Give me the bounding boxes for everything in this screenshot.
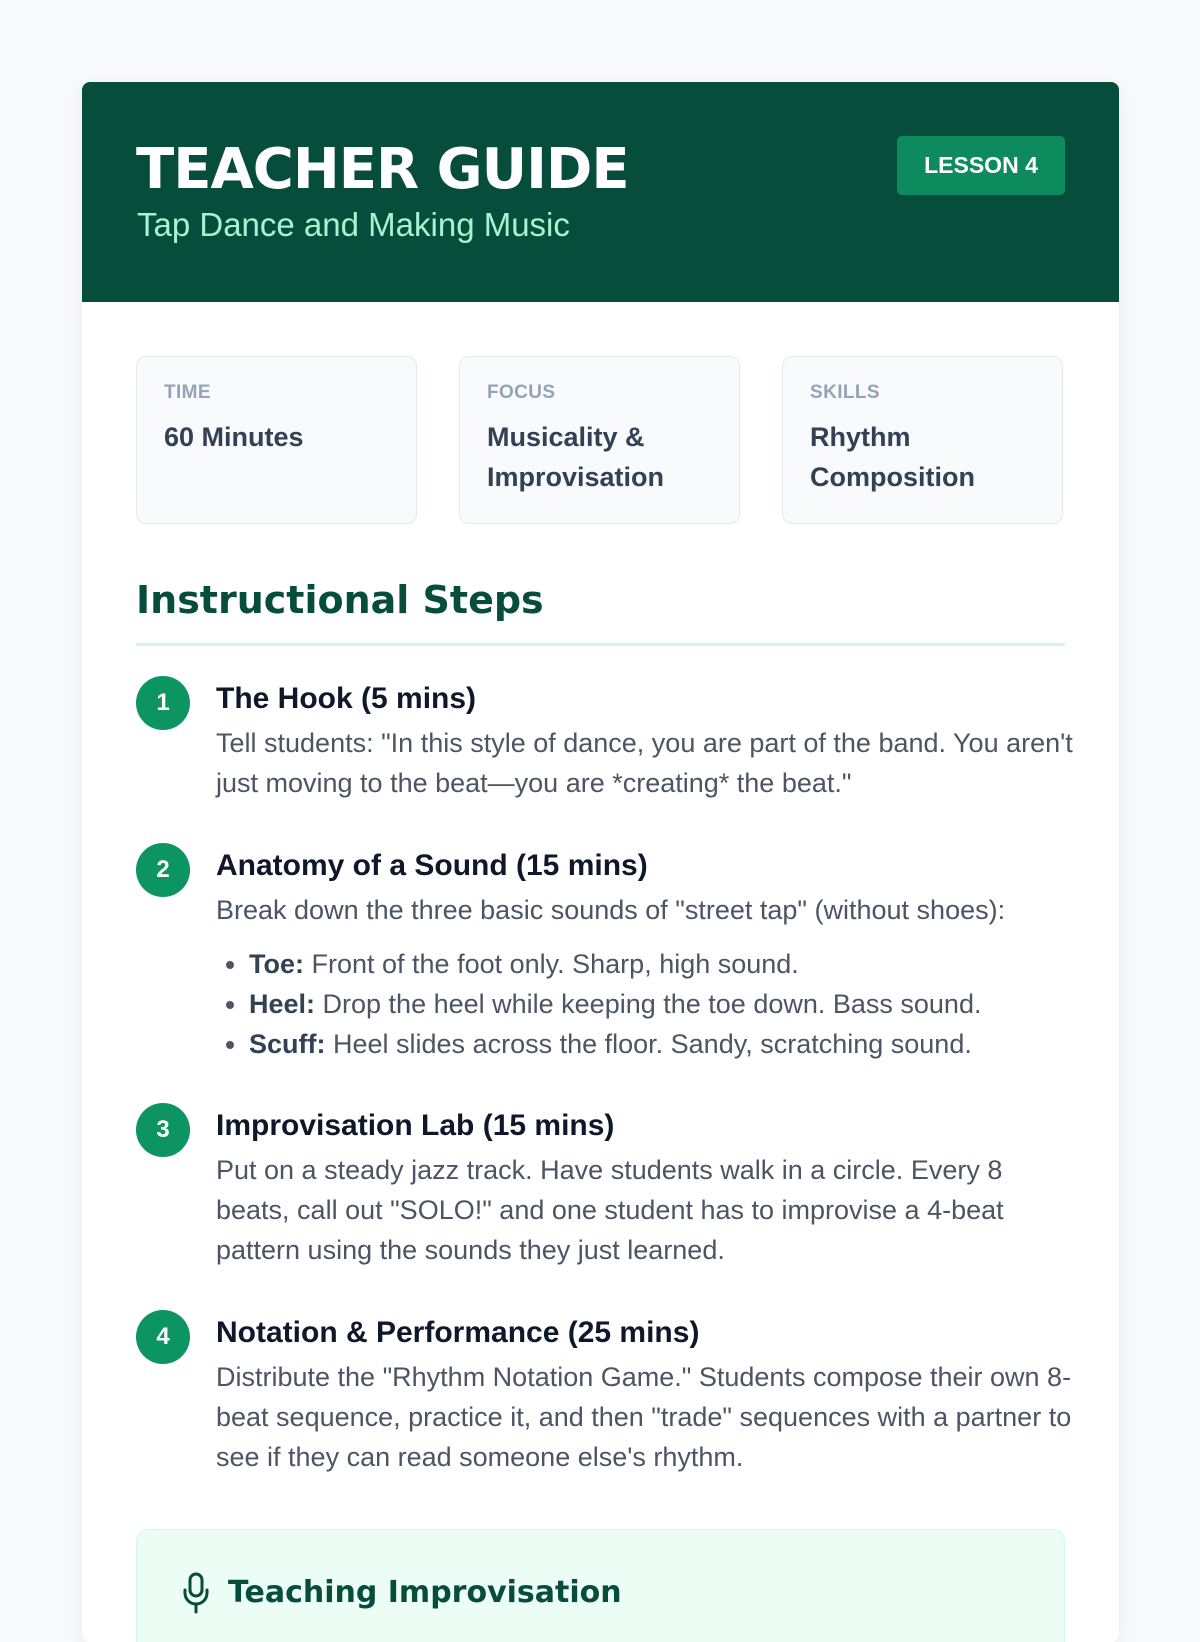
section-title: Instructional Steps: [136, 578, 544, 622]
step-description: Put on a steady jazz track. Have students walk in a circle. Every 8 beats, call out "SOLO!" and one student has to improvise a 4-beat pattern using the sounds they just learned.: [216, 1155, 1004, 1265]
sound-text: Heel slides across the floor. Sandy, scratching sound.: [325, 1029, 972, 1059]
info-label: FOCUS: [487, 382, 556, 403]
info-box-skills: [782, 356, 1063, 524]
step-title: Anatomy of a Sound (15 mins): [216, 849, 648, 882]
step-description: Distribute the "Rhythm Notation Game." Students compose their own 8-beat sequence, practice it, and then "trade" sequences with a partner to see if they can read someone else's rhythm.: [216, 1362, 1072, 1472]
callout-title: Teaching Improvisation: [228, 1575, 622, 1610]
info-value: Musicality & Improvisation: [487, 422, 665, 492]
guide-header: [82, 82, 1119, 302]
info-value: 60 Minutes: [164, 422, 304, 452]
info-label: TIME: [164, 382, 211, 403]
lesson-badge: LESSON 4: [897, 136, 1065, 195]
microphone-icon: [182, 1572, 210, 1616]
sound-term: Scuff:: [249, 1029, 326, 1059]
page-subtitle: Tap Dance and Making Music: [137, 206, 570, 243]
section-divider: [136, 643, 1065, 646]
step-description: Tell students: "In this style of dance, you are part of the band. You aren't just moving to the beat—you are *creating* the beat.": [216, 728, 1073, 798]
info-box-focus: [459, 356, 740, 524]
sound-term: Toe:: [249, 949, 304, 979]
step-number: 1: [136, 676, 190, 730]
step-title: The Hook (5 mins): [216, 682, 477, 715]
step-number: 3: [136, 1103, 190, 1157]
teacher-guide-card: [82, 82, 1119, 1642]
list-item: [249, 984, 1109, 1024]
step-title: Improvisation Lab (15 mins): [216, 1109, 615, 1142]
step-number: 4: [136, 1310, 190, 1364]
list-item: [249, 1024, 1109, 1064]
info-label: SKILLS: [810, 382, 880, 403]
sound-text: Drop the heel while keeping the toe down. Bass sound.: [315, 989, 982, 1019]
page-title: TEACHER GUIDE: [136, 137, 629, 202]
teaching-callout: [136, 1529, 1065, 1642]
sound-list: [216, 944, 1109, 1064]
sound-term: Heel:: [249, 989, 316, 1019]
list-item: [249, 944, 1109, 984]
step-description: Break down the three basic sounds of "street tap" (without shoes):: [216, 895, 1006, 925]
info-value: Rhythm Composition: [810, 422, 975, 492]
sound-text: Front of the foot only. Sharp, high sound.: [304, 949, 799, 979]
step-title: Notation & Performance (25 mins): [216, 1316, 700, 1349]
info-box-time: [136, 356, 417, 524]
step-number: 2: [136, 843, 190, 897]
